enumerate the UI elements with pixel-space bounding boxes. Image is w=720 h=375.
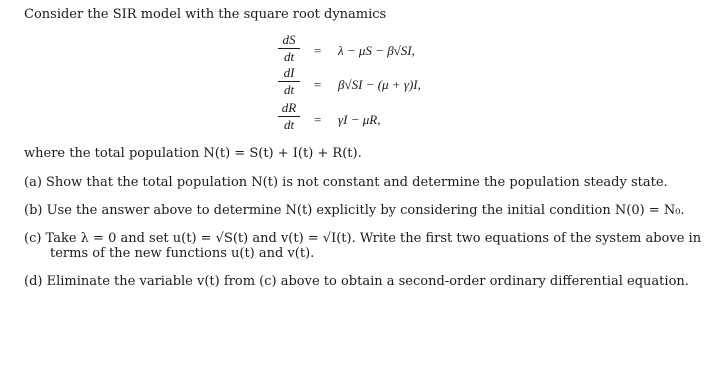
- part-c-line-1: (c) Take λ = 0 and set u(t) = √S(t) and v(t) = √I(t). Write the first two equations of the system above in: [24, 231, 702, 246]
- equation-3-derivative: [278, 101, 300, 132]
- equation-2-denominator: dt: [283, 82, 295, 97]
- part-b: (b) Use the answer above to determine N(t) explicitly by considering the initial condition N(0) = N₀.: [24, 203, 685, 218]
- equation-3-equals: =: [314, 112, 322, 127]
- equation-1-denominator: dt: [283, 49, 295, 64]
- equation-1-rhs: λ − μS − β√SI,: [338, 43, 415, 58]
- equation-2-derivative: [278, 66, 300, 97]
- equation-1-derivative: [278, 33, 300, 64]
- equation-1-numerator: dS: [282, 32, 296, 47]
- part-d: (d) Eliminate the variable v(t) from (c) above to obtain a second-order ordinary differential equation.: [24, 274, 689, 289]
- equation-2-numerator: dI: [283, 65, 295, 80]
- intro-text: Consider the SIR model with the square root dynamics: [24, 7, 387, 22]
- equation-2-rhs: β√SI − (μ + γ)I,: [338, 77, 421, 92]
- population-definition: where the total population N(t) = S(t) + I(t) + R(t).: [24, 146, 362, 161]
- equation-3-numerator: dR: [281, 100, 297, 115]
- equation-3-denominator: dt: [283, 117, 295, 132]
- equation-3-rhs: γI − μR,: [338, 112, 381, 127]
- part-c-line-2: terms of the new functions u(t) and v(t).: [50, 246, 315, 261]
- equation-2-equals: =: [314, 77, 322, 92]
- equation-1-equals: =: [314, 43, 322, 58]
- part-a: (a) Show that the total population N(t) is not constant and determine the population steady state.: [24, 175, 668, 190]
